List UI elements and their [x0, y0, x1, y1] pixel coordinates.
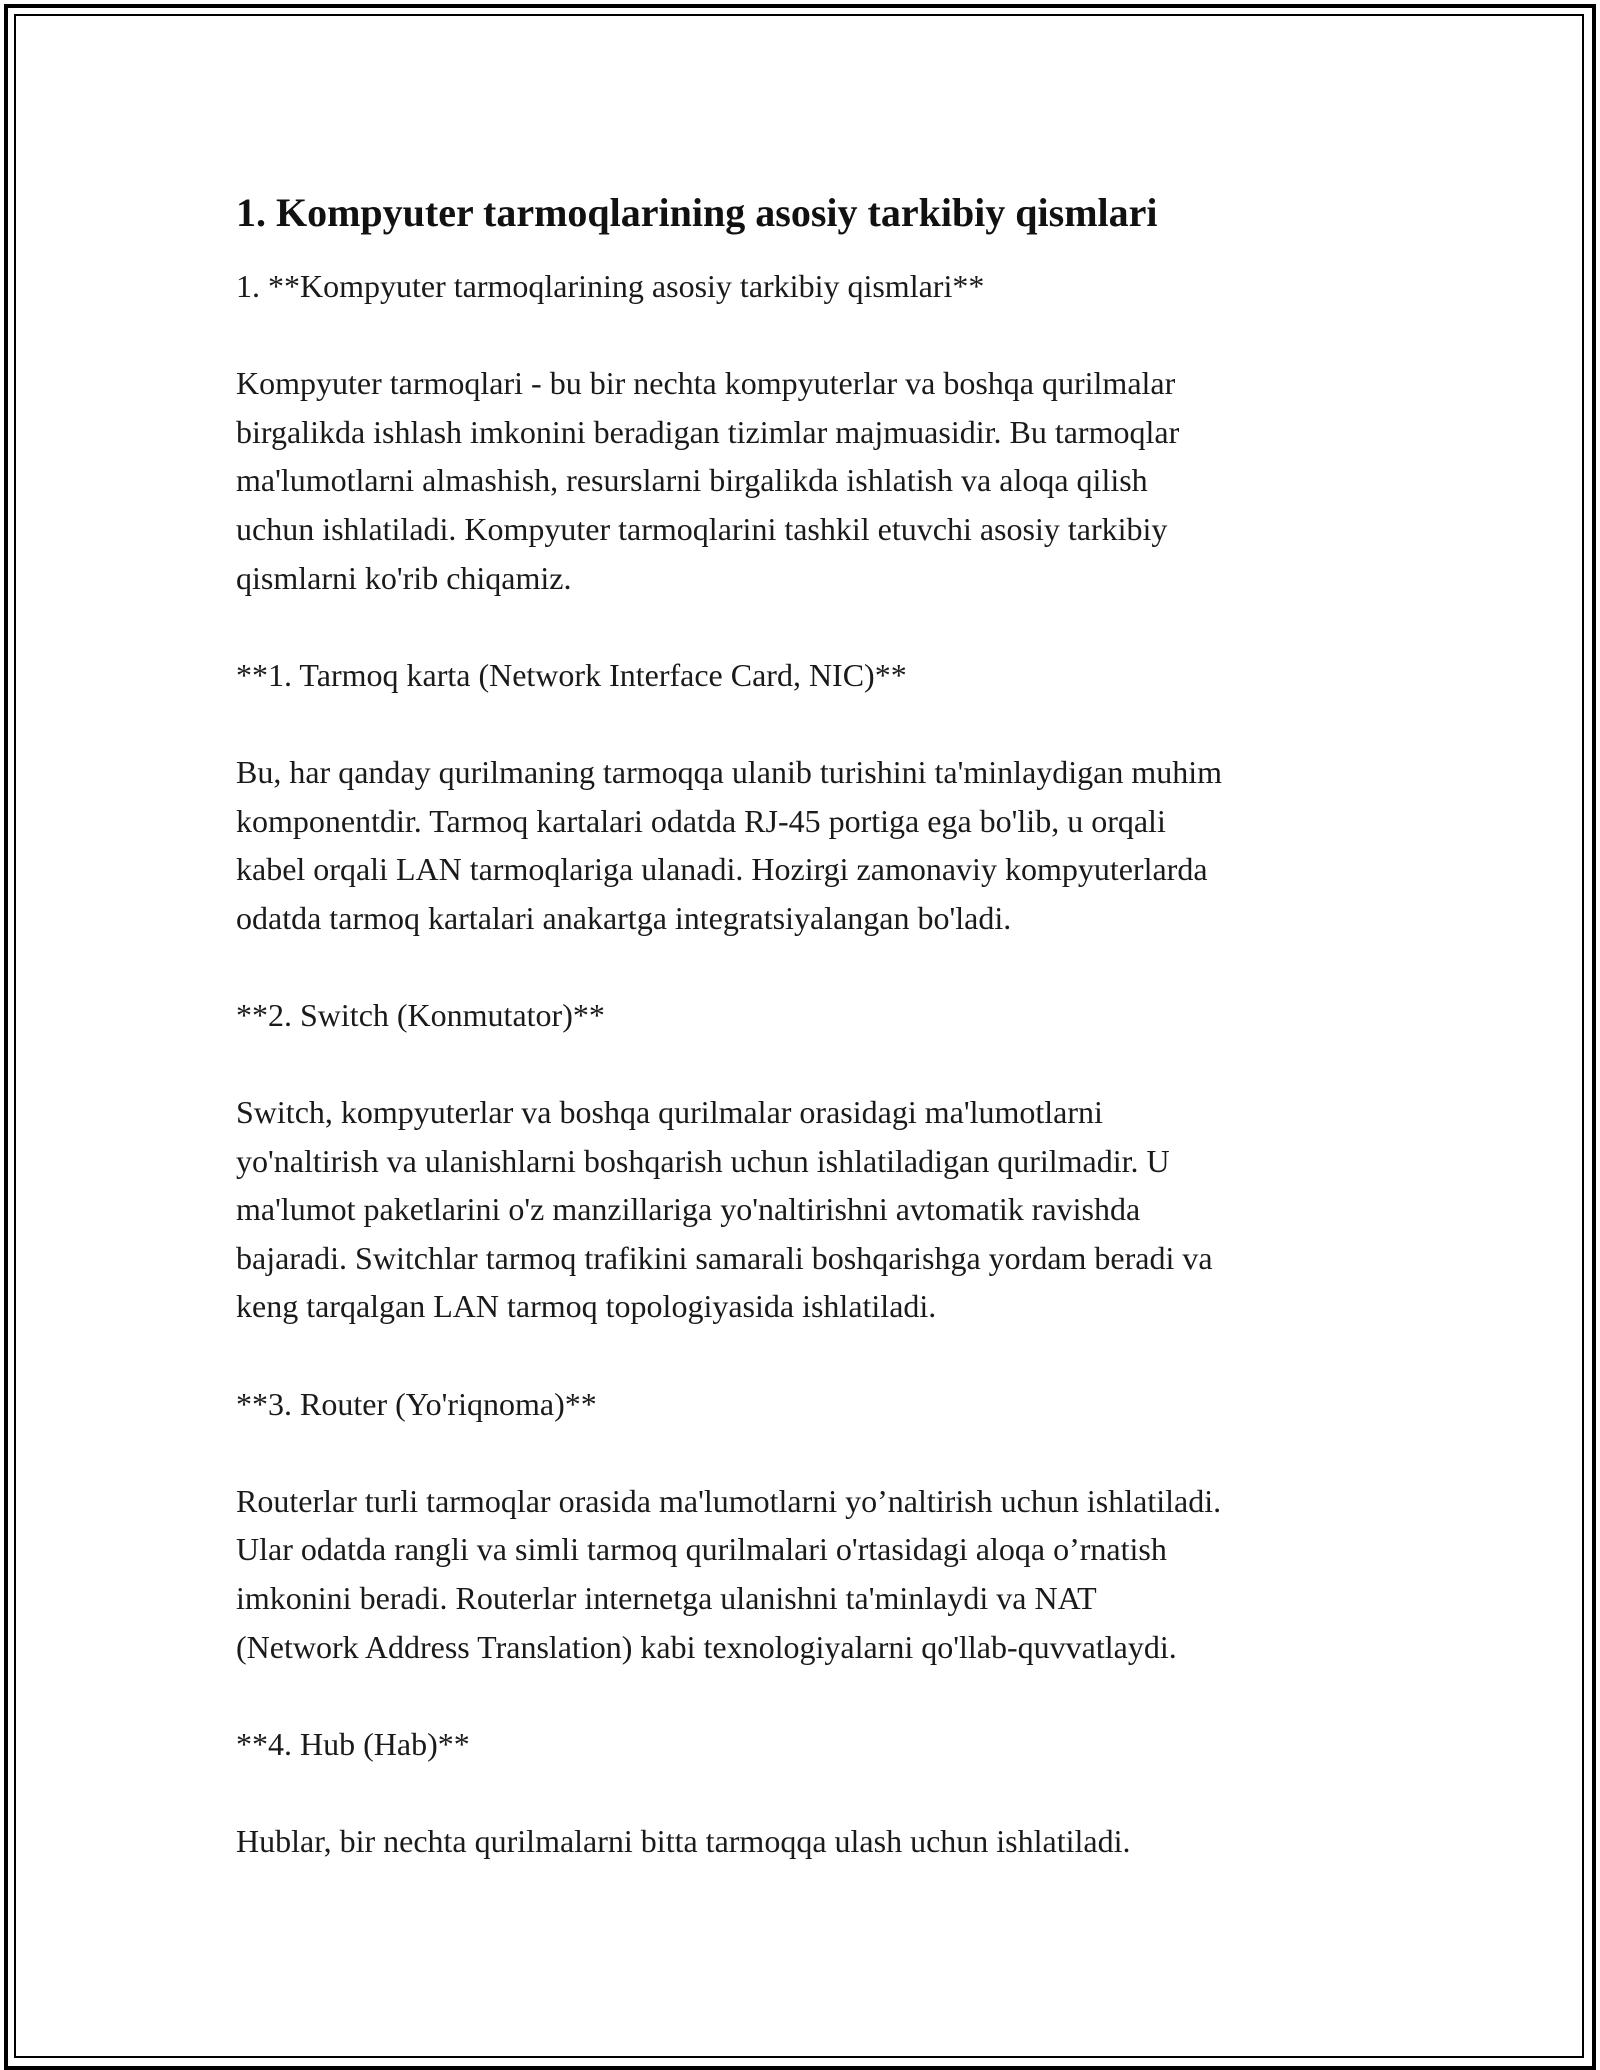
document-body	[236, 186, 1376, 1914]
section-heading-hub: **4. Hub (Hab)**	[236, 1725, 470, 1762]
paragraph-nic: Bu, har qanday qurilmaning tarmoqqa ulanib turishini ta'minlaydigan muhim komponentdir. Tarmoq kartalari odatda RJ-45 portiga ega bo'lib, u orqali kabel orqali LAN tarmoqlariga ulanadi. Hozirgi zamonaviy kompyuterlarda odatda tarmoq kartalari anakartga integratsiyalangan bo'ladi.	[236, 753, 1223, 936]
section-heading-router: **3. Router (Yo'riqnoma)**	[236, 1385, 597, 1422]
paragraph-switch: Switch, kompyuterlar va boshqa qurilmalar orasidagi ma'lumotlarni yo'naltirish va ulanishlarni boshqarish uchun ishlatiladigan qurilmadir. U ma'lumot paketlarini o'z manzillariga yo'naltirishni avtomatik ravishda bajaradi. Switchlar tarmoq trafikini samarali boshqarishga yordam beradi va keng tarqalgan LAN tarmoq topologiyasida ishlatiladi.	[236, 1094, 1213, 1325]
document-title: 1. Kompyuter tarmoqlarining asosiy tarkibiy qismlari	[236, 190, 1158, 235]
paragraph-router: Routerlar turli tarmoqlar orasida ma'lumotlarni yo’naltirish uchun ishlatiladi. Ular odatda rangli va simli tarmoq qurilmalari o'rtasidagi aloqa o’rnatish imkonini beradi. Routerlar internetga ulanishni ta'minlaydi va NAT (Network Address Translation) kabi texnologiyalarni qo'llab-quvvatlaydi.	[236, 1482, 1222, 1665]
paragraph-hub: Hublar, bir nechta qurilmalarni bitta tarmoqqa ulash uchun ishlatiladi.	[236, 1823, 1131, 1859]
section-heading-nic: **1. Tarmoq karta (Network Interface Card, NIC)**	[236, 656, 907, 693]
paragraph-heading-repeat: 1. **Kompyuter tarmoqlarining asosiy tarkibiy qismlari**	[236, 268, 985, 304]
section-heading-switch: **2. Switch (Konmutator)**	[236, 996, 605, 1033]
paragraph-intro: Kompyuter tarmoqlari - bu bir nechta kompyuterlar va boshqa qurilmalar birgalikda ishlash imkonini beradigan tizimlar majmuasidir. Bu tarmoqlar ma'lumotlarni almashish, resurslarni birgalikda ishlatish va aloqa qilish uchun ishlatiladi. Kompyuter tarmoqlarini tashkil etuvchi asosiy tarkibiy qismlarni ko'rib chiqamiz.	[236, 365, 1180, 596]
